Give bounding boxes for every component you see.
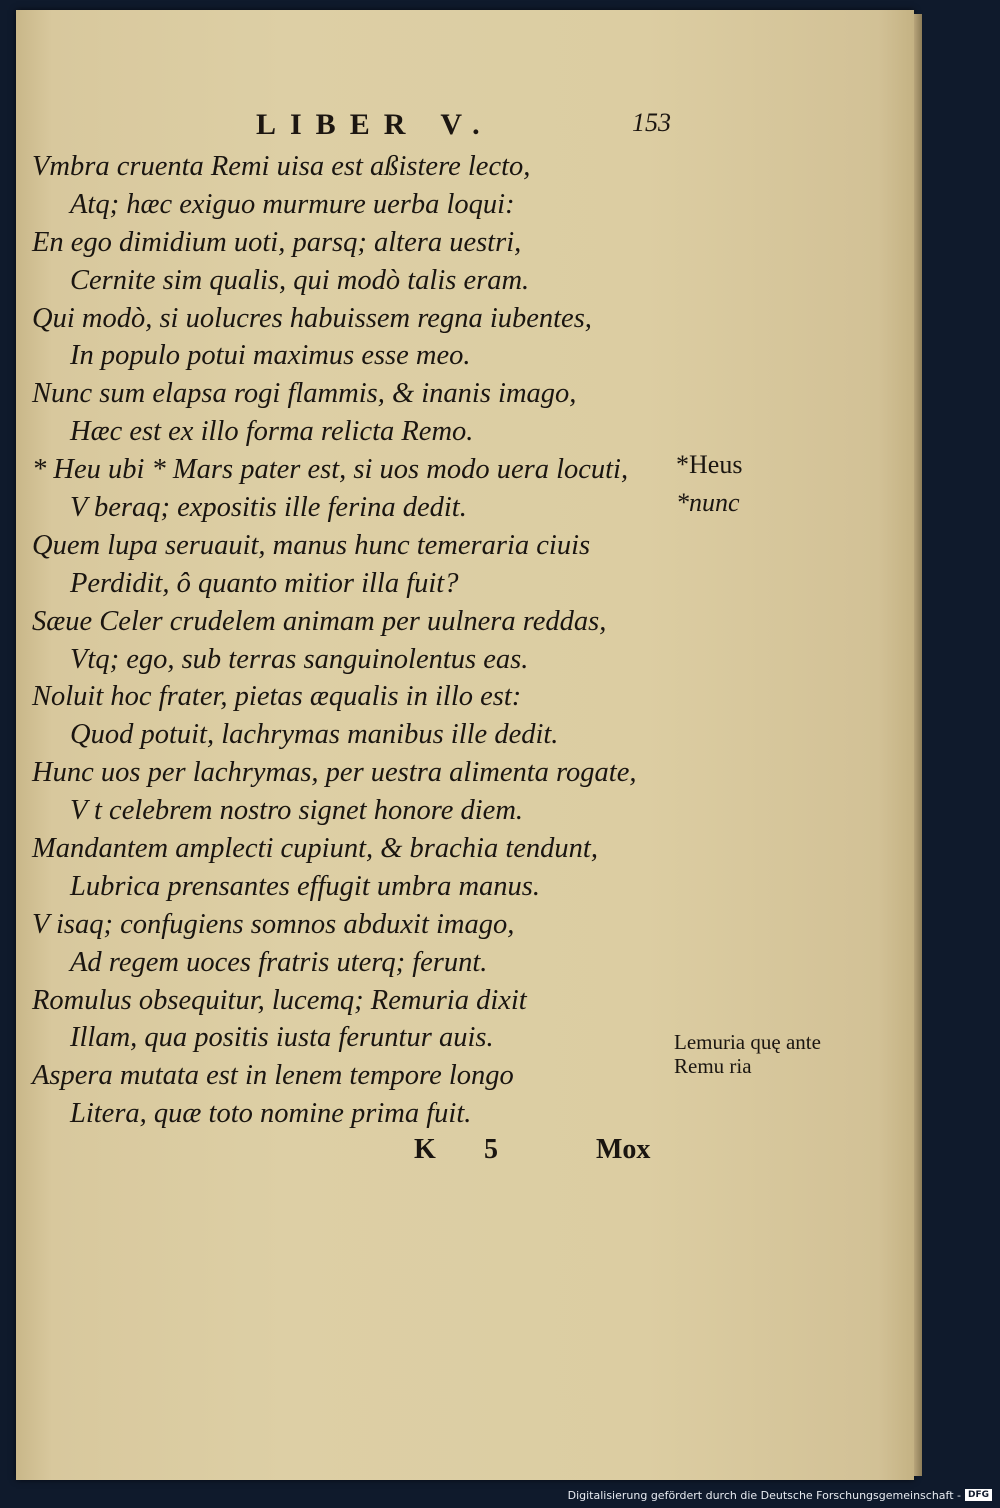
verse-line: V t celebrem nostro signet honore diem. [70, 795, 524, 827]
book-page [16, 10, 914, 1480]
verse-line: En ego dimidium uoti, parsq; altera uestri, [32, 226, 522, 258]
verse-line: Hæc est ex illo forma relicta Remo. [70, 416, 474, 448]
verse-line: Hunc uos per lachrymas, per uestra alimenta rogate, [32, 757, 637, 789]
verse-line: Noluit hoc frater, pietas æqualis in illo est: [32, 681, 522, 713]
verse-line: Lubrica prensantes effugit umbra manus. [70, 870, 540, 902]
verse-line: Qui modò, si uolucres habuissem regna iubentes, [32, 302, 592, 334]
verse-line: Illam, qua positis iusta feruntur auis. [70, 1022, 494, 1054]
catchline [16, 1134, 914, 1174]
verse-line: Atq; hæc exiguo murmure uerba loqui: [70, 188, 515, 220]
verse-line: * Heu ubi * Mars pater est, si uos modo uera locuti, [32, 454, 629, 486]
marginal-note-nunc: *nunc [676, 488, 740, 517]
verse-line: Vmbra cruenta Remi uisa est aßistere lecto, [32, 151, 531, 182]
verse-line: Mandantem amplecti cupiunt, & brachia tendunt, [32, 833, 598, 865]
signature-number: 5 [484, 1134, 498, 1165]
signature-letter: K [414, 1134, 436, 1165]
verse-line: Vtq; ego, sub terras sanguinolentus eas. [70, 643, 529, 675]
verse-line: Perdidit, ô quanto mitior illa fuit? [70, 567, 459, 599]
page-edge [914, 14, 922, 1476]
verse-text [32, 148, 637, 1133]
verse-line: Quem lupa seruauit, manus hunc temeraria ciuis [32, 529, 591, 561]
verse-line: In populo potui maximus esse meo. [70, 340, 471, 372]
dfg-logo: DFG [965, 1489, 992, 1501]
verse-line: Cernite sim qualis, qui modò talis eram. [70, 264, 530, 296]
verse-line: Aspera mutata est in lenem tempore longo [32, 1060, 514, 1092]
catchword: Mox [596, 1134, 651, 1165]
verse-line: V beraq; expositis ille ferina dedit. [70, 492, 467, 524]
verse-line: Litera, quæ toto nomine prima fuit. [70, 1098, 472, 1130]
running-header [16, 108, 914, 148]
footer-credit-text: Digitalisierung gefördert durch die Deutsche Forschungsgemeinschaft - [567, 1488, 961, 1502]
page-number: 153 [632, 108, 671, 137]
verse-line: Sæue Celer crudelem animam per uulnera reddas, [32, 605, 607, 637]
marginal-note-lemuria: Lemuria quę ante Remu ria [674, 1030, 821, 1078]
verse-line: Quod potuit, lachrymas manibus ille dedit. [70, 719, 559, 751]
verse-line: Ad regem uoces fratris uterq; ferunt. [70, 946, 488, 978]
verse-line: Romulus obsequitur, lucemq; Remuria dixit [32, 984, 527, 1016]
verse-line: Nunc sum elapsa rogi flammis, & inanis imago, [32, 378, 577, 410]
verse-line: V isaq; confugiens somnos abduxit imago, [32, 908, 515, 940]
marginal-note-heus: *Heus [676, 450, 743, 479]
running-title: LIBER V. [256, 108, 494, 141]
footer-credit [568, 1488, 992, 1502]
